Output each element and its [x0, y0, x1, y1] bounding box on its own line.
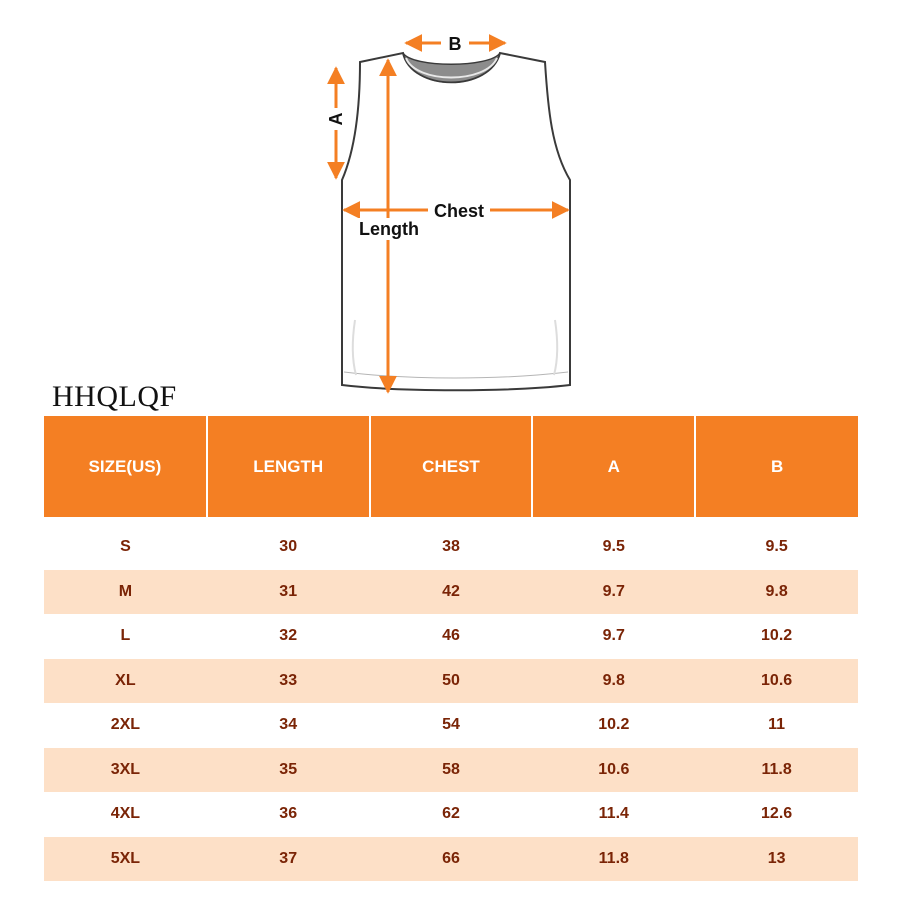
- a-cell: 11.8: [532, 837, 695, 882]
- length-cell: 35: [207, 748, 370, 793]
- table-row: [44, 703, 858, 748]
- header-a: A: [532, 416, 695, 517]
- size-cell: 5XL: [44, 837, 207, 882]
- b-cell: 12.6: [695, 792, 858, 837]
- table-row: [44, 748, 858, 793]
- a-label: A: [326, 112, 346, 126]
- header-b: B: [695, 416, 858, 517]
- length-cell: 31: [207, 570, 370, 615]
- size-cell: S: [44, 517, 207, 570]
- table-header-row: [44, 416, 858, 517]
- size-cell: M: [44, 570, 207, 615]
- header-chest: CHEST: [370, 416, 533, 517]
- length-cell: 30: [207, 517, 370, 570]
- size-cell: 2XL: [44, 703, 207, 748]
- tank-top-measurement-diagram: [300, 20, 600, 405]
- a-cell: 10.6: [532, 748, 695, 793]
- size-cell: 4XL: [44, 792, 207, 837]
- a-cell: 10.2: [532, 703, 695, 748]
- a-cell: 9.7: [532, 614, 695, 659]
- size-cell: L: [44, 614, 207, 659]
- b-cell: 11.8: [695, 748, 858, 793]
- length-cell: 33: [207, 659, 370, 704]
- chest-cell: 54: [370, 703, 533, 748]
- a-cell: 9.7: [532, 570, 695, 615]
- table-row: [44, 614, 858, 659]
- table-row: [44, 837, 858, 882]
- chest-label: Chest: [433, 201, 485, 221]
- chest-cell: 42: [370, 570, 533, 615]
- chest-cell: 50: [370, 659, 533, 704]
- header-size: SIZE(US): [44, 416, 207, 517]
- length-cell: 37: [207, 837, 370, 882]
- b-cell: 11: [695, 703, 858, 748]
- table-row: [44, 659, 858, 704]
- size-cell: XL: [44, 659, 207, 704]
- b-cell: 9.5: [695, 517, 858, 570]
- chest-cell: 66: [370, 837, 533, 882]
- length-label: Length: [359, 219, 419, 239]
- length-cell: 36: [207, 792, 370, 837]
- table-row: [44, 792, 858, 837]
- b-cell: 10.6: [695, 659, 858, 704]
- brand-name: HHQLQF: [52, 380, 177, 413]
- b-label: B: [448, 34, 462, 54]
- chest-cell: 46: [370, 614, 533, 659]
- a-cell: 9.5: [532, 517, 695, 570]
- header-length: LENGTH: [207, 416, 370, 517]
- size-cell: 3XL: [44, 748, 207, 793]
- length-cell: 32: [207, 614, 370, 659]
- chest-cell: 38: [370, 517, 533, 570]
- chest-cell: 58: [370, 748, 533, 793]
- b-cell: 13: [695, 837, 858, 882]
- a-cell: 9.8: [532, 659, 695, 704]
- b-cell: 10.2: [695, 614, 858, 659]
- length-cell: 34: [207, 703, 370, 748]
- b-cell: 9.8: [695, 570, 858, 615]
- chest-cell: 62: [370, 792, 533, 837]
- a-cell: 11.4: [532, 792, 695, 837]
- size-chart-table: [44, 416, 858, 881]
- table-row: [44, 570, 858, 615]
- table-row: [44, 517, 858, 570]
